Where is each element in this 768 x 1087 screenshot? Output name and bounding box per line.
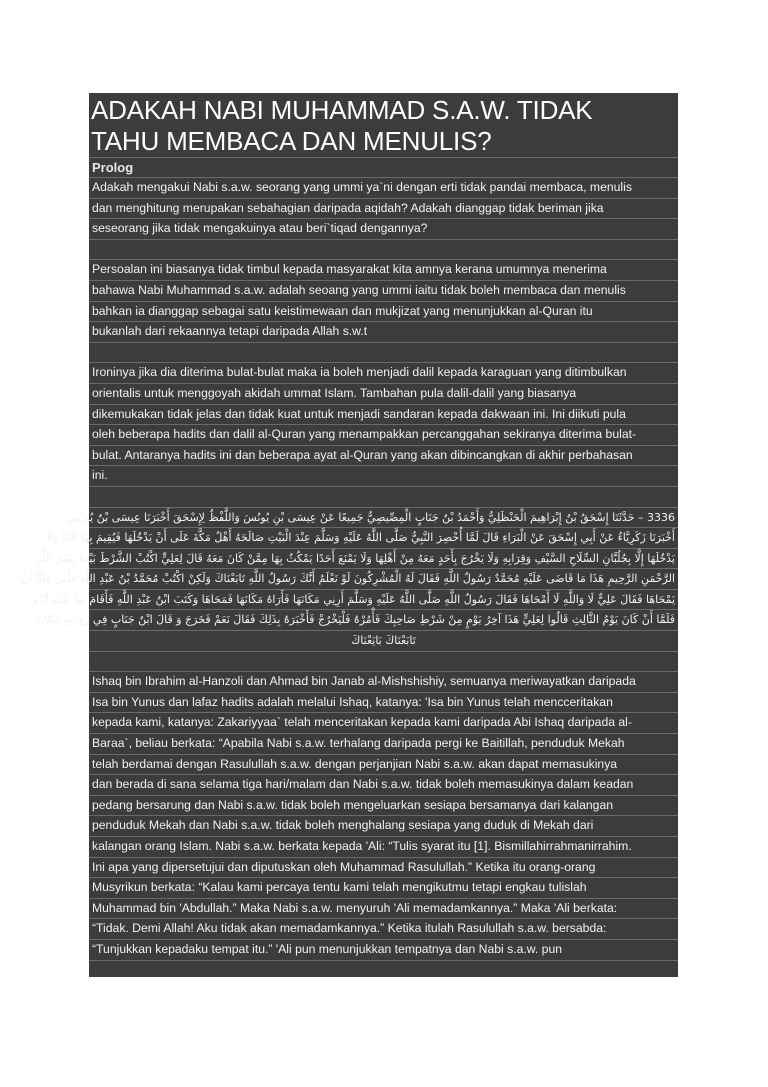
text-line: Adakah mengakui Nabi s.a.w. seorang yang ummi ya`ni dengan erti tidak pandai membaca, menulis: [89, 178, 678, 199]
text-line: Musyrikun berkata: “Kalau kami percaya tentu kami telah mengikutmu tetapi engkau tulislah: [89, 878, 678, 899]
arabic-line: أَخْبَرَنَا زَكَرِيَّاءُ عَنْ أَبِي إِسْحَقَ عَنْ الْبَرَاءِ قَالَ لَمَّا أُحْصِرَ النَّبِيُّ صَلَّى اللَّهُ عَلَيْهِ وَسَلَّمَ عِنْدَ الْبَيْتِ صَالَحَهُ أَهْلُ مَكَّةَ عَلَى أَنْ يَدْخُلَهَا فَيُقِيمَ بِهَا ثَلَاثًا وَلَا: [89, 528, 678, 549]
text-line: oleh beberapa hadits dan dalil al-Quran yang menampakkan percanggahan sekiranya diterima bulat-: [89, 425, 678, 446]
text-line: “Tunjukkan kepadaku tempat itu.” 'Ali pun menunjukkan tempatnya dan Nabi s.a.w. pun: [89, 940, 678, 961]
paragraph-3: [89, 363, 678, 487]
paragraph-2: [89, 260, 678, 342]
text-line: “Tidak. Demi Allah! Aku tidak akan memadamkannya.” Ketika itulah Rasulullah s.a.w. bersabda:: [89, 919, 678, 940]
arabic-line: 3336 – حَدَّثَنَا إِسْحَقُ بْنُ إِبْرَاهِيمَ الْحَنْظَلِيُّ وَأَحْمَدُ بْنُ جَنَابٍ الْمِصِّيصِيُّ جَمِيعًا عَنْ عِيسَى بْنِ يُونُسَ وَاللَّفْظُ لِإِسْحَقَ أَخْبَرَنَا عِيسَى بْنُ يُونُسَ: [89, 508, 678, 529]
arabic-line: تَابَعْنَاكَ بَايَعْنَاكَ: [89, 631, 678, 652]
paragraph-1: [89, 178, 678, 240]
text-line: Muhammad bin 'Abdullah.” Maka Nabi s.a.w. menyuruh 'Ali memadamkannya.” Maka 'Ali berkata:: [89, 899, 678, 920]
text-line: seseorang jika tidak mengakuinya atau beri`tiqad dengannya?: [89, 219, 678, 240]
text-line: penduduk Mekah dan Nabi s.a.w. tidak boleh menghalang sesiapa yang duduk di Mekah dari: [89, 816, 678, 837]
text-line: Isa bin Yunus dan lafaz hadits adalah melalui Ishaq, katanya: 'Isa bin Yunus telah mencceritakan: [89, 693, 678, 714]
text-line: orientalis untuk menggoyah akidah ummat Islam. Tambahan pula dalil-dalil yang biasanya: [89, 384, 678, 405]
text-line: kalangan orang Islam. Nabi s.a.w. berkata kepada 'Ali: “Tulis syarat itu [1]. Bismillahirrahmanirrahim.: [89, 837, 678, 858]
text-line: bahawa Nabi Muhammad s.a.w. adalah seoang yang ummi iaitu tidak boleh membaca dan menulis: [89, 281, 678, 302]
text-line: Ishaq bin Ibrahim al-Hanzoli dan Ahmad bin Janab al-Mishshishiy, semuanya meriwayatkan daripada: [89, 672, 678, 693]
arabic-line: فَلَمَّا أَنْ كَانَ يَوْمُ الثَّالِثِ قَالُوا لِعَلِيٍّ هَذَا آخِرُ يَوْمٍ مِنْ شَرْطِ صَاحِبِكَ فَأْمُرْهُ فَلْيَخْرُجْ فَأَخْبَرَهُ بِذَلِكَ فَقَالَ نَعَمْ فَخَرَجَ وَ قَالَ ابْنُ جَنَابٍ فِي رِوَايَتِهِ مَكَانَ: [89, 610, 678, 631]
text-line: kepada kami, katanya: Zakariyyaa` telah menceritakan kepada kami daripada Abi Ishaq daripada al-: [89, 713, 678, 734]
blank-line: [89, 240, 678, 261]
blank-line: [89, 487, 678, 508]
blank-line: [89, 343, 678, 364]
text-line: Ini apa yang dipersetujui dan diputuskan oleh Muhammad Rasulullah.” Ketika itu orang-orang: [89, 858, 678, 879]
title-line-2: TAHU MEMBACA DAN MENULIS?: [91, 126, 492, 156]
blank-line: [89, 652, 678, 673]
text-line: bukanlah dari rekaannya tetapi daripada Allah s.w.t: [89, 322, 678, 343]
title-line-1: ADAKAH NABI MUHAMMAD S.A.W. TIDAK: [91, 95, 593, 125]
text-line: dan berada di sana selama tiga hari/malam dan Nabi s.a.w. tidak boleh memasukinya dalam keadan: [89, 775, 678, 796]
text-line: dan menghitung merupakan sebahagian daripada aqidah? Adakah dianggap tidak beriman jika: [89, 199, 678, 220]
text-line: Persoalan ini biasanya tidak timbul kepada masyarakat kita amnya kerana umumnya menerima: [89, 260, 678, 281]
arabic-line: يَدْخُلَهَا إِلَّا بِجُلُبَّانِ السِّلَاحِ السَّيْفِ وَقِرَابِهِ وَلَا يَخْرُجَ بِأَحَدٍ مَعَهُ مِنْ أَهْلِهَا وَلَا يَمْنَعَ أَحَدًا يَمْكُثُ بِهَا مِمَّنْ كَانَ مَعَهُ قَالَ لِعَلِيٍّ اكْتُبْ الشَّرْطَ بَيْنَنَا بِسْمِ اللَّهِ: [89, 549, 678, 570]
document-page: [20, 93, 678, 977]
text-line: bulat. Antaranya hadits ini dan beberapa ayat al-Quran yang akan dibincangkan di akhir perbahasan: [89, 446, 678, 467]
arabic-hadith-text: [20, 508, 678, 652]
arabic-line: الرَّحْمَنِ الرَّحِيمِ هَذَا مَا قَاضَى عَلَيْهِ مُحَمَّدٌ رَسُولُ اللَّهِ فَقَالَ لَهُ الْمُشْرِكُونَ لَوْ نَعْلَمُ أَنَّكَ رَسُولُ اللَّهِ تَابَعْنَاكَ وَلَكِنْ اكْتُبْ مُحَمَّدُ بْنُ عَبْدِ اللَّهِ فَأَمَرَ عَلِيًّا أَنْ: [89, 569, 678, 590]
text-line: dikemukakan tidak jelas dan tidak kuat untuk menjadi sandaran kepada dakwaan ini. Ini diikuti pula: [89, 405, 678, 426]
arabic-line: يَمْحَاهَا فَقَالَ عَلِيٌّ لَا وَاللَّهِ لَا أَمْحَاهَا فَقَالَ رَسُولُ اللَّهِ صَلَّى اللَّهُ عَلَيْهِ وَسَلَّمَ أَرِنِي مَكَانَهَا فَأَرَاهُ مَكَانَهَا فَمَحَاهَا وَكَتَبَ ابْنُ عَبْدِ اللَّهِ فَأَقَامَ بِهَا ثَلَاثَةَ أَيَّامٍ: [89, 590, 678, 611]
text-line: bahkan ia dianggap sebagai satu keistimewaan dan mukjizat yang menunjukkan al-Quran itu: [89, 302, 678, 323]
text-line: Ironinya jika dia diterima bulat-bulat maka ia boleh menjadi dalil kepada karaguan yang ditimbulkan: [89, 363, 678, 384]
text-line: ini.: [89, 466, 678, 487]
section-heading-prolog: Prolog: [89, 158, 678, 178]
paragraph-4: [89, 672, 678, 960]
text-line: telah berdamai dengan Rasulullah s.a.w. dengan perjanjian Nabi s.a.w. akan dapat memasukinya: [89, 755, 678, 776]
text-line: pedang bersarung dan Nabi s.a.w. tidak boleh mengeluarkan sesiapa bersamanya dari kalangan: [89, 796, 678, 817]
text-line: Baraa`, beliau berkata: “Apabila Nabi s.a.w. terhalang daripada pergi ke Baitillah, penduduk Mekah: [89, 734, 678, 755]
page-title: [89, 93, 678, 158]
